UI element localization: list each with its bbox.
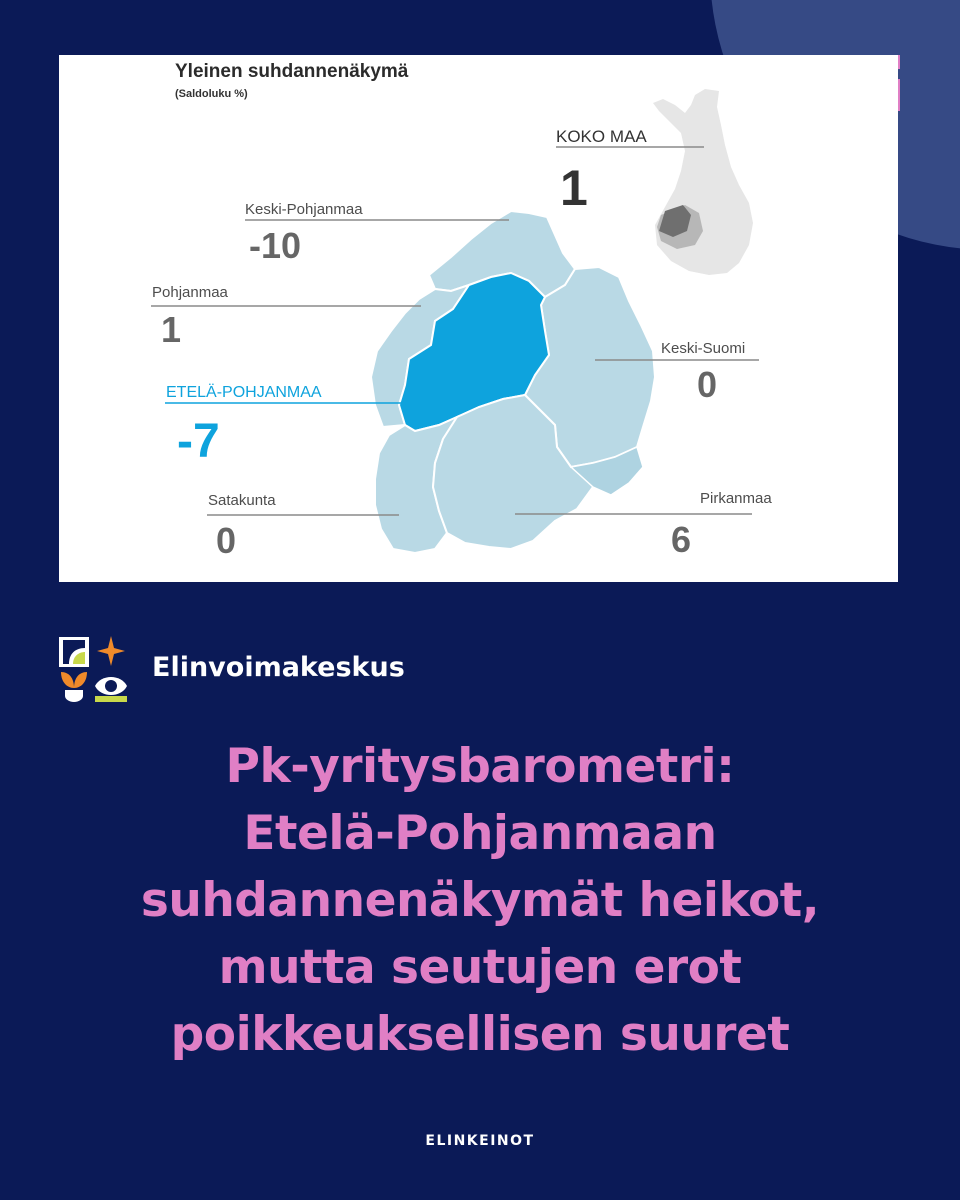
headline-line: mutta seutujen erot (218, 940, 742, 995)
region-label-keski-pohjanmaa: Keski-Pohjanmaa (245, 201, 363, 218)
headline-line: Etelä-Pohjanmaan (243, 806, 717, 861)
region-map (59, 55, 898, 582)
category-label: ELINKEINOT (425, 1133, 535, 1149)
region-value-satakunta: 0 (216, 520, 237, 561)
region-value-pohjanmaa: 1 (161, 309, 182, 350)
region-value-keski-pohjanmaa: -10 (249, 225, 302, 266)
region-label-pohjanmaa: Pohjanmaa (152, 284, 228, 301)
headline-line: suhdannenäkymät heikot, (140, 873, 820, 928)
region-value-pirkanmaa: 6 (671, 519, 692, 560)
elinvoimakeskus-logo-icon (59, 636, 127, 702)
map-title: Yleinen suhdannenäkymä (175, 61, 409, 82)
region-value-etela-pohjanmaa: -7 (177, 415, 220, 468)
region-label-etela-pohjanmaa: ETELÄ-POHJANMAA (166, 384, 322, 401)
region-label-keski-suomi: Keski-Suomi (661, 340, 746, 357)
region-map-card (59, 55, 898, 582)
region-label-satakunta: Satakunta (208, 492, 276, 509)
region-value-koko-maa: 1 (560, 160, 588, 216)
map-subtitle: (Saldoluku %) (175, 88, 248, 100)
finland-inset-map (653, 89, 753, 275)
brand-name: Elinvoimakeskus (152, 652, 405, 683)
region-label-pirkanmaa: Pirkanmaa (700, 490, 772, 507)
region-label-koko-maa: KOKO MAA (556, 127, 647, 146)
headline-line: poikkeuksellisen suuret (170, 1007, 790, 1062)
headline-line: Pk-yritysbarometri: (225, 739, 735, 794)
region-value-keski-suomi: 0 (697, 364, 718, 405)
headline (40, 733, 920, 1068)
